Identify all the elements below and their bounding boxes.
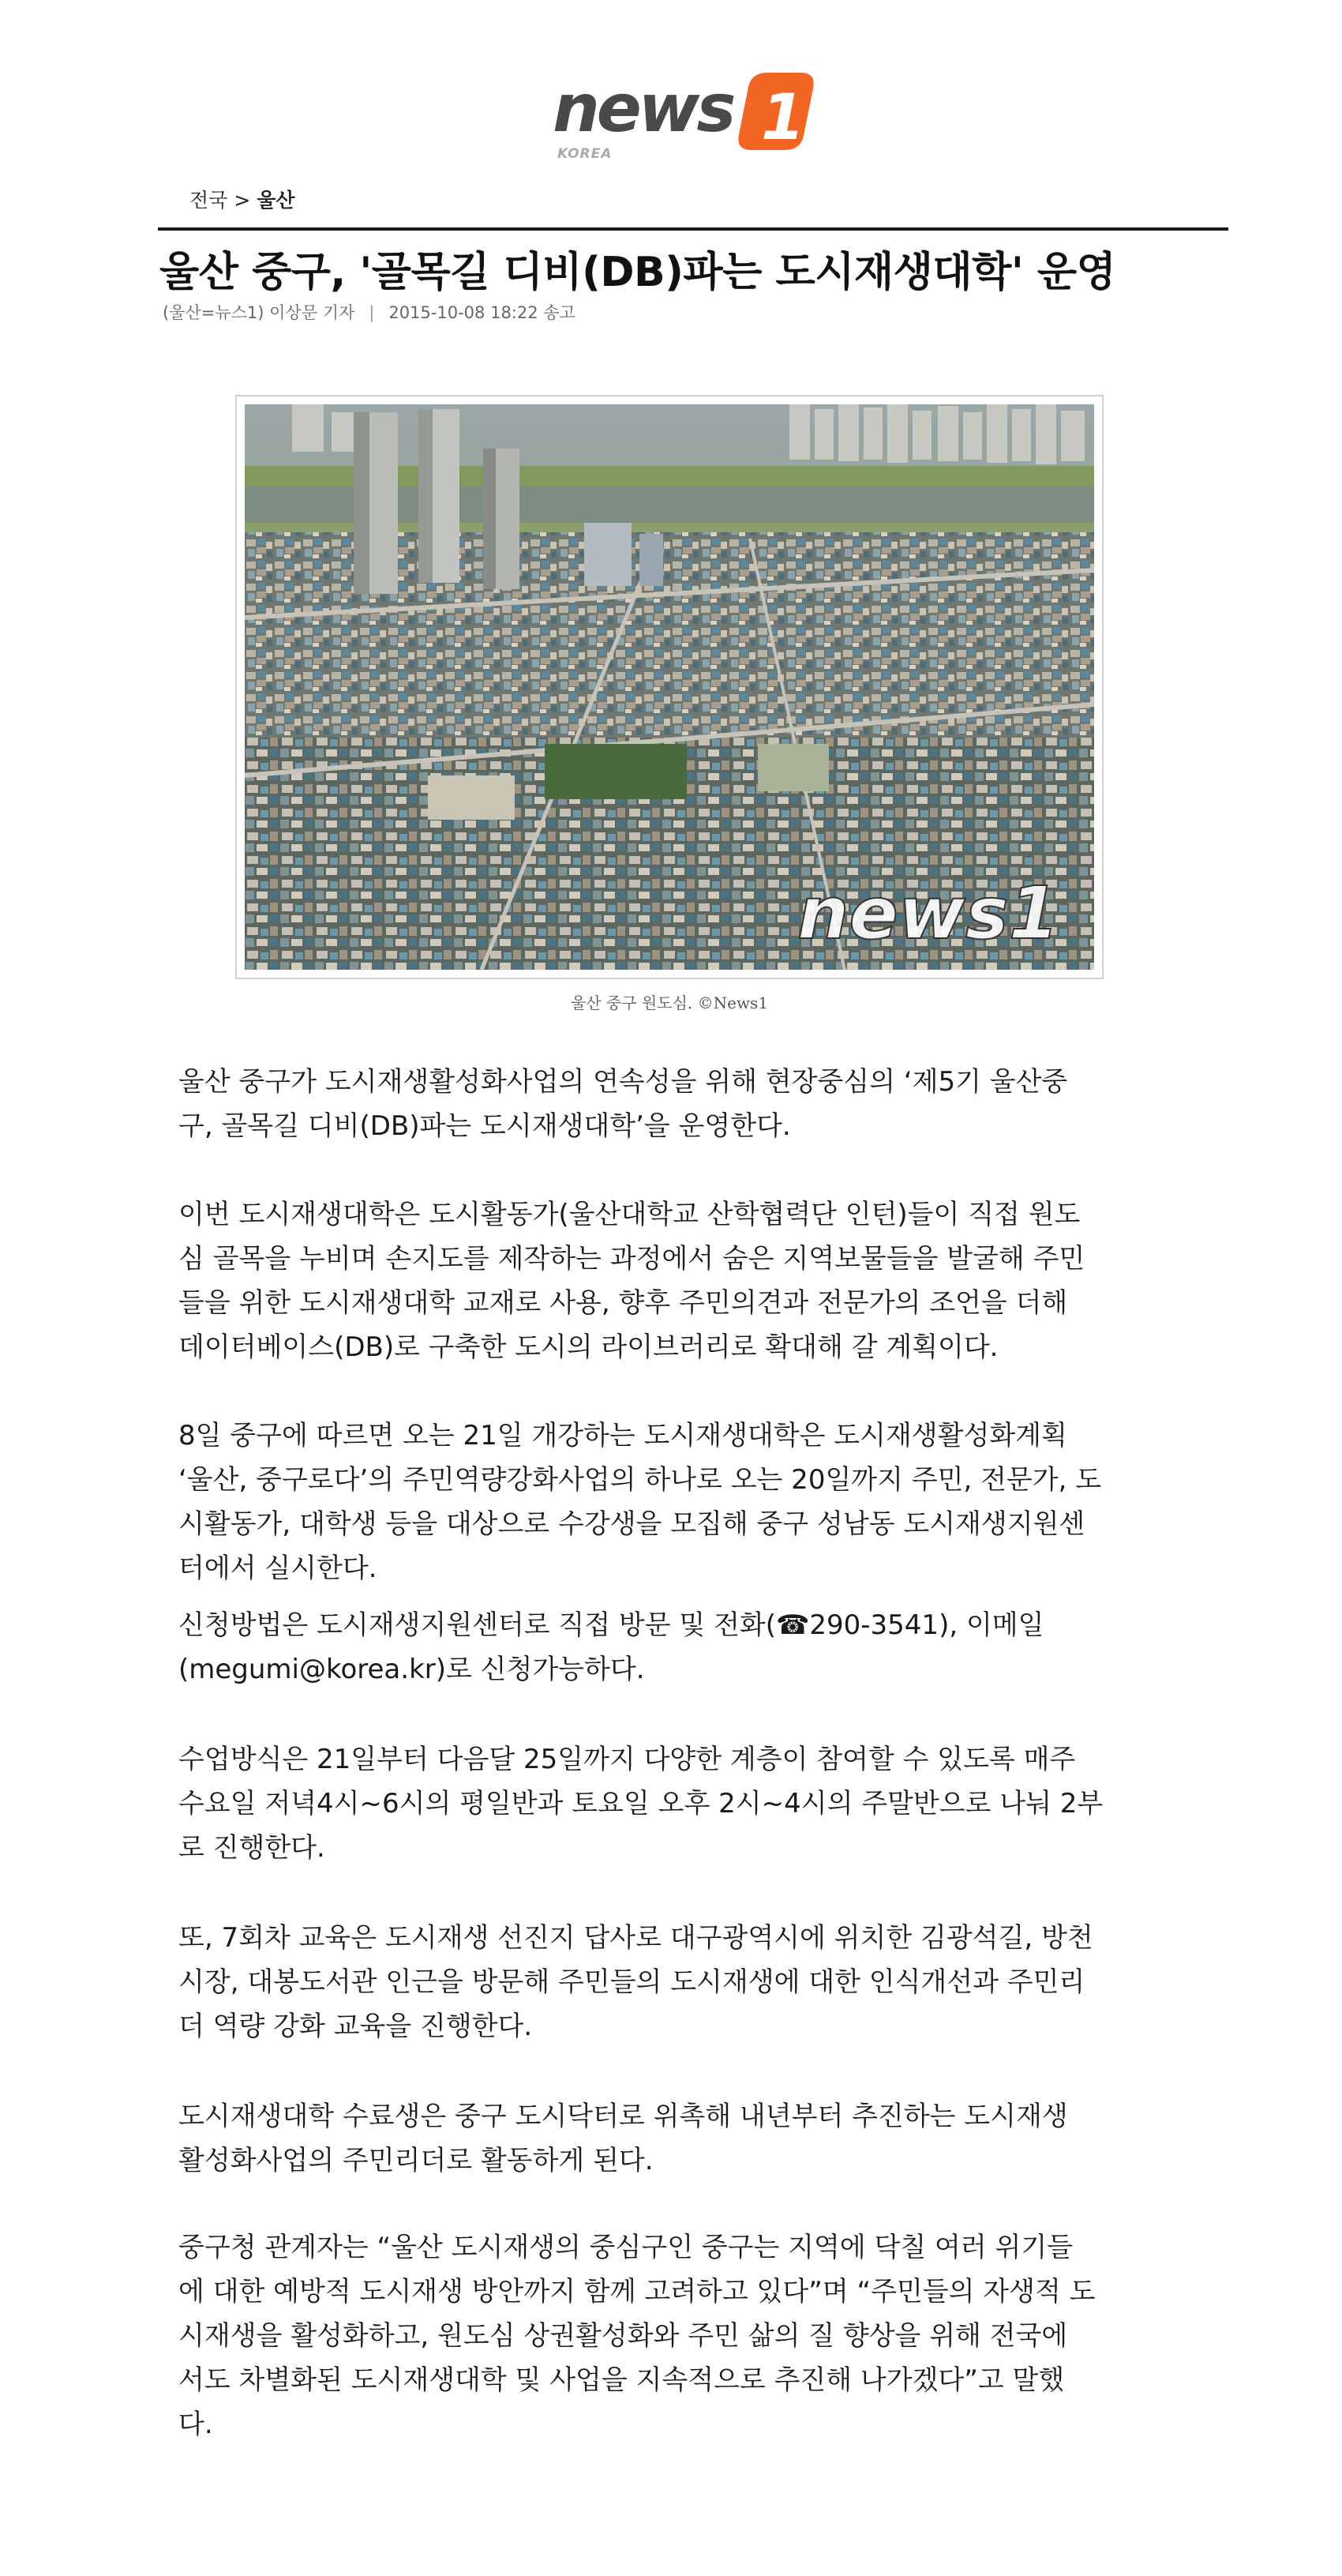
paragraph-line: 중구청 관계자는 “울산 도시재생의 중심구인 중구는 지역에 닥칠 여러 위기들 [178,2232,1074,2263]
byline-author: (울산=뉴스1) 이상문 기자 [163,303,355,322]
paragraph-line: 데이터베이스(DB)로 구축한 도시의 라이브러리로 확대해 갈 계획이다. [178,1331,999,1363]
paragraph-line: 8일 중구에 따르면 오는 21일 개강하는 도시재생대학은 도시재생활성화계획 [178,1420,1067,1451]
news1-logo[interactable] [553,69,837,164]
article-paragraph-7 [178,2094,1205,2183]
paragraph-line: 시재생을 활성화하고, 원도심 상권활성화와 주민 삶의 질 향상을 위해 전국에 [178,2320,1068,2352]
paragraph-line: 다. [178,2409,213,2440]
breadcrumb [189,185,295,213]
paragraph-line: (megumi@korea.kr)로 신청가능하다. [178,1654,645,1685]
article-photo-frame [235,395,1104,979]
logo-wordmark: news [553,69,733,147]
paragraph-line: 로 진행한다. [178,1832,325,1864]
paragraph-line: 심 골목을 누비며 손지도를 제작하는 과정에서 숨은 지역보물들을 발굴해 주민 [178,1243,1085,1275]
paragraph-line: 시활동가, 대학생 등을 대상으로 수강생을 모집해 중구 성남동 도시재생지원센 [178,1508,1085,1540]
paragraph-line: 수요일 저녁4시~6시의 평일반과 토요일 오후 2시~4시의 주말반으로 나눠 2부 [178,1788,1104,1819]
paragraph-line: ‘울산, 중구로다’의 주민역량강화사업의 하나로 오는 20일까지 주민, 전문가, 도 [178,1464,1102,1496]
article-paragraph-4 [178,1603,1205,1692]
breadcrumb-separator: > [234,189,251,212]
paragraph-line: 신청방법은 도시재생지원센터로 직접 방문 및 전화(☎290-3541), 이메일 [178,1609,1044,1641]
article-paragraph-2 [178,1192,1205,1369]
breadcrumb-current[interactable]: 울산 [257,189,295,212]
paragraph-line: 도시재생대학 수료생은 중구 도시닥터로 위촉해 내년부터 추진하는 도시재생 [178,2101,1068,2132]
paragraph-line: 에 대한 예방적 도시재생 방안까지 함께 고려하고 있다”며 “주민들의 자생적 도 [178,2276,1096,2308]
paragraph-line: 또, 7회차 교육은 도시재생 선진지 답사로 대구광역시에 위치한 김광석길, 방천 [178,1922,1093,1954]
photo-caption: 울산 중구 원도심. ©News1 [570,993,769,1012]
paragraph-line: 들을 위한 도시재생대학 교재로 사용, 향후 주민의견과 전문가의 조언을 더해 [178,1287,1068,1319]
article-byline [163,300,575,324]
header-divider [158,227,1228,231]
paragraph-line: 서도 차별화된 도시재생대학 및 사업을 지속적으로 추진해 나가겠다”고 말했 [178,2364,1065,2396]
byline-separator: | [369,303,375,322]
article-paragraph-1 [178,1060,1205,1148]
article-paragraph-6 [178,1916,1205,2048]
article-paragraph-3 [178,1414,1205,1590]
city-aerial-image [245,404,1094,970]
article-paragraph-8 [178,2225,1205,2446]
paragraph-line: 구, 골목길 디비(DB)파는 도시재생대학’을 운영한다. [178,1110,791,1142]
paragraph-line: 활성화사업의 주민리더로 활동하게 된다. [178,2145,654,2176]
article-photo[interactable] [245,404,1094,970]
paragraph-line: 이번 도시재생대학은 도시활동가(울산대학교 산학협력단 인턴)들이 직접 원도 [178,1199,1081,1230]
article-headline: 울산 중구, '골목길 디비(DB)파는 도시재생대학' 운영 [159,249,1116,296]
article-paragraph-5 [178,1737,1205,1870]
byline-datetime: 2015-10-08 18:22 송고 [388,303,575,322]
breadcrumb-parent[interactable]: 전국 [189,189,228,212]
paragraph-line: 더 역량 강화 교육을 진행한다. [178,2011,533,2042]
paragraph-line: 수업방식은 21일부터 다음달 25일까지 다양한 계층이 참여할 수 있도록 매주 [178,1744,1076,1775]
logo-sub: KOREA [557,146,613,162]
photo-watermark: news1 [797,871,1059,956]
paragraph-line: 울산 중구가 도시재생활성화사업의 연속성을 위해 현장중심의 ‘제5기 울산중 [178,1066,1068,1098]
logo-number: 1 [761,81,805,154]
paragraph-line: 터에서 실시한다. [178,1553,377,1584]
paragraph-line: 시장, 대봉도서관 인근을 방문해 주민들의 도시재생에 대한 인식개선과 주민리 [178,1966,1085,1998]
